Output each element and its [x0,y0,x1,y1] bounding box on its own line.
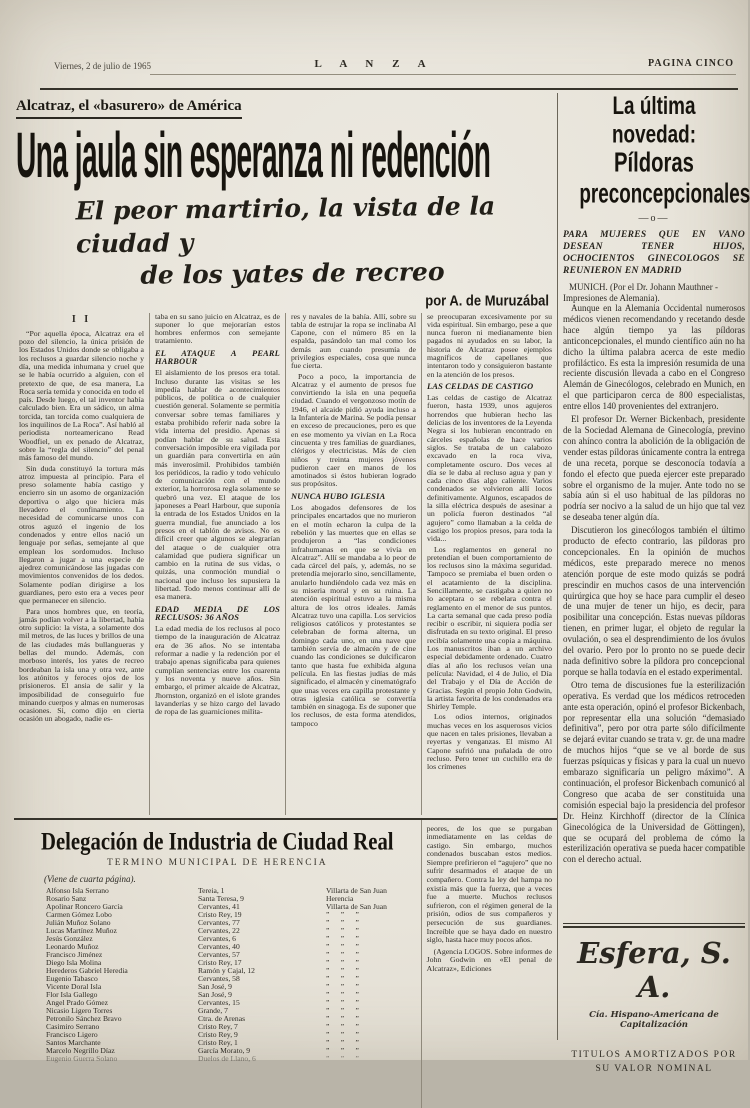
body-paragraph: Poco a poco, la importancia de Alcatraz y el aumento de presos fue convirtiendo la isla en una pequeña ciudad. Cuando el vergonzoso motín de 1946, el alcaide pidió ayuda incluso a la Infantería de Marina. Se podía pensar en exceso de precauciones, pero es que en ese momento ya vivían en La Roca cincuenta y tres familias de guardianes, clérigos y electricistas. Más de cien niños y treinta mujeres jóvenes pudieron caer en manos de los amotinados si éstos hubieran logrado sus propósitos. [291,371,416,489]
body-paragraph: Sin duda constituyó la tortura más atroz impuesta al principio. Para el preso solamente había castigo y encierro sin un asomo de organización deportiva o algo que hiciera más llevadero el confinamiento. La necesidad de comunicarse unos con otros aguzó el ingenio de los condenados y entre ellos nació un lenguaje por señas, semejante al que emplean los sordomudos. Incluso llegaron a jugar a una especie de ajedrez comunicándose las jugadas con movimientos convenidos de los dedos. Solamente podían dirigirse a los guardianes, pero esto era a veces peor que permanecer en silencio. [19,463,144,606]
person-town: Herencia [326,893,354,903]
delegation-row [46,975,421,983]
article-column-4 [421,313,557,815]
person-name: Jesús González [46,933,93,943]
person-town: ” ” ” [326,1053,359,1063]
person-town: ” ” ” [326,909,359,919]
body-paragraph: Para unos hombres que, en teoría, jamás podían volver a la libertad, había otro suplicio: la vista, a solamente dos mil metros, de las luces y brillos de una de las ciudades más bullangueras y bellas del mundo. Además, con morboso interés, los yates de recreo bordeaban la isla una y otra vez, ante los atónitos y feroces ojos de los prisioneros. El ansia de salir y la imposibilidad de conseguirlo fue minando cuerpos y almas en numerosas ocasiones. Si, como dijo en cierta ocasión un abogado, nadie es- [19,606,144,724]
person-name: Santos Marchante [46,1037,101,1047]
column-subhead: EL ATAQUE A PEARL HARBOUR [155,348,280,366]
person-address: Cristo Rey, 17 [198,957,242,967]
person-address: Santa Teresa, 9 [198,893,244,903]
person-town: ” ” ” [326,989,359,999]
person-name: Diego Isla Molina [46,957,102,967]
person-address: Duelos de Llano, 6 [198,1053,256,1063]
masthead-title: L A N Z A [314,58,434,70]
sidebar-headline-line-2: Píldoras [614,146,694,178]
person-name: Casimiro Serrano [46,1021,100,1031]
column-subhead: LAS CELDAS DE CASTIGO [427,381,534,391]
person-name: Marcelo Negrillo Díaz [46,1045,115,1055]
body-paragraph: Los abogados defensores de los principales encartados que no murieron en el motín echaron la culpa de la rebelión y las muertes que en ellas se produjeron a “las condiciones infrahumanas en que se vivía en Alcatraz”. Allí se mandaba a lo peor de cada cárcel del país, y, además, no se pretendía mejorarlo sino, sencillamente, anularlo hundiéndolo cada vez más en su miseria moral y en su ruina. La atención espiritual estuvo a la misma altura de los otros ideales. Jamás Alcatraz tuvo una capilla. Los servicios religiosos católicos y protestantes se celebraban de forma alterna, un domingo cada uno, en una nave que también servía de almacén y de cine cuando las condiciones se dulcificaron tanto que hasta fue exhibida alguna película. En las fiestas judías de más significado, el almacén y cinematógrafo que unas veces era capilla protestante y otras iglesia católica se convertía también en sinagoga. Es de suponer que los reclusos, de esta forma atendidos, tampoco [291,503,416,728]
sidebar-lead: PARA MUJERES QUE EN VANO DESEAN TENER HIJOS, OCHOCIENTOS GINECOLOGOS SE REUNIERON EN MADRID [563,230,745,276]
person-town: ” ” ” [326,1021,359,1031]
person-name: Alfonso Isla Serrano [46,885,109,895]
body-paragraph: Los reglamentos en general no pretendían el buen comportamiento de los reclusos sino la máxima seguridad. Tampoco se premiaba el buen orden o el acatamiento de la disciplina. Sencillamente, se castigaba a quien no lo aceptara o se rebelara contra el reglamento en el menor de sus puntos. La carta semanal que cada preso podía recibir o escribir, ni siquiera podía ser disfrutada en su texto original. El preso recibía solamente una copia a máquina. Los manuscritos iban a un archivo especial debidamente ordenado. Cuatro días al año los reclusos veían una película: Navidad, el 4 de Julio, el Día del Trabajo y el Día de Acción de Gracias. Según el propio John Godwin, la artista favorita de los condenados era Shirley Temple. [427,544,552,712]
person-address: Cristo Rey, 1 [198,1037,238,1047]
person-town: ” ” ” [326,965,359,975]
headline-wrap [14,119,557,193]
article-headline: Una jaula sin esperanza ni redención [16,120,491,191]
person-town: Villarta de San Juan [326,901,387,911]
person-address: García Morato, 9 [198,1045,251,1055]
person-address: San José, 9 [198,981,232,991]
agency-credit: (Agencia LOGOS. Sobre informes de John Godwin en «El penal de Alcatraz», Ediciones [426,946,552,973]
body-paragraph: “Por aquella época, Alcatraz era el pozo del silencio, la única prisión de los Estados Unidos donde se obligaba a los reclusos a guardar silencio noche y día, una medida inhumana y cruel que se le había ocurrido a alguien, con el pretexto de que, de esa manera, La Roca sería temida y conocida en todo el país. Desde luego, el tal inventor había calculado bien. Era un sádico, un alma torcida, tan torcida como cualquiera de los inquilinos de La Roca”. Así habló al periodista norteamericano Read Woodfiel, un ex penado de Alcatraz, sobre la “regla del silencio” del penal más famoso del mundo. [19,328,144,463]
subhead-line-2: de los yates de recreo [140,257,445,290]
article-kicker: Alcatraz, el «basurero» de América [16,98,242,119]
delegation-notice [14,820,421,1108]
sidebar-body [563,303,745,865]
person-address: San José, 9 [198,989,232,999]
body-paragraph: res y navales de la bahía. Allí, sobre su tabla de estrujar la ropa se inclinaba Al Capone, con el número 85 en la espalda, pasándolo tan mal como los demás aun cuando presumía de privilegios especiales, cosa que nunca fue cierta. [291,311,416,371]
person-town: ” ” ” [326,1045,359,1055]
delegation-continuation-note: (Viene de cuarta página). [44,873,136,884]
person-address: Tereia, 1 [198,885,225,895]
person-name: Julián Muñoz Solano [46,917,111,927]
person-town: ” ” ” [326,949,359,959]
body-paragraph: Los odios internos, originados muchas veces en los asquerosos vicios que nacen en tales prisiones, llevaban a reyertas y venganzas. El mismo Al Capone sufrió una puñalada de otro recluso. Pero tener un cuchillo era de los crímenes [427,712,552,772]
person-address: Cervantes, 22 [198,925,240,935]
person-address: Grande, 7 [198,1005,228,1015]
column-subhead: EDAD MEDIA DE LOS RECLUSOS: 36 AÑOS [155,604,280,622]
person-town: ” ” ” [326,997,359,1007]
person-town: ” ” ” [326,1037,359,1047]
person-name: Carmen Gómez Lobo [46,909,112,919]
person-town: Villarta de San Juan [326,885,387,895]
ad-inner [563,926,745,1076]
person-town: ” ” ” [326,1029,359,1039]
person-address: Cristo Rey, 9 [198,1029,238,1039]
person-town: ” ” ” [326,1013,359,1023]
sidebar-headline [563,92,750,209]
person-name: Eugenio Guerra Solano [46,1053,118,1063]
article-columns [14,313,557,815]
person-address: Cervantes, 15 [198,997,240,1007]
page-number-label: PAGINA CINCO [648,58,734,69]
delegation-list [46,887,421,1063]
article-column-1 [14,313,149,815]
body-paragraph: Aunque en la Alemania Occidental numerosos médicos vienen recomendando y recetando desde hace algún tiempo ya las píldoras anticoncepcionales, el mundo científico aún no ha dicho la última palabra acerca de este medio profiláctico. Es esta la impresión resumida de una reciente discusión llevada a cabo en el Congreso Alemán de Ginecólogos, celebrado en Munich, en el que participaron cerca de 800 especialistas, entre ellos 140 provenientes del extranjero. [563,303,745,412]
article-subhead [13,190,557,294]
person-address: Ramón y Cajal, 12 [198,965,255,975]
sidebar-article [563,92,750,1074]
person-name: Petronilo Sánchez Bravo [46,1013,122,1023]
person-name: Nicasio Ligero Torres [46,1005,113,1015]
person-name: Apolinar Roncero García [46,901,123,911]
body-paragraph: Otro tema de discusiones fue la esterilización operativa. Es verdad que los médicos retroceden ante esta operación, opinó el profesor Bickenbach, por representar ella una solución “demasiado definitiva”, pero por otra parte sólo difícilmente se dejará evitar cuando se trata v. gr. de una madre de muchos hijos “que se ve al borde de sus fuerzas psíquicas y físicas y para la cual un nuevo embarazo significaría un peligro máximo”. A continuación, el profesor Bickenbach comunicó al Congreso que acaba de ser constituida una comisión especial bajo la presidencia del profesor Dr. Heinz Kirchhoff (director de la Clínica Ginecológica de la Universidad de Göttingen), que se ocupará del problema de cómo la esterilización operativa se pueda hacer compatible con el derecho actual. [563,679,745,865]
bottom-row [14,820,557,1108]
sidebar-divider-rule [557,93,558,1040]
main-article [14,96,557,1108]
person-name: Rosario Sanz [46,893,87,903]
person-name: Francisco Ligero [46,1029,98,1039]
article-kicker-row [14,96,557,119]
article-byline: por A. de Muruzábal [425,291,549,309]
person-town: ” ” ” [326,973,359,983]
person-name: Vicente Doral Isla [46,981,102,991]
person-address: Cervantes, 57 [198,949,240,959]
ad-note [563,1048,745,1076]
issue-date: Viernes, 2 de julio de 1965 [54,61,151,71]
person-town: ” ” ” [326,933,359,943]
body-paragraph: taba en su sano juicio en Alcatraz, es de suponer lo que mejorarían estos hombres enfermos con semejante tratamiento. [155,311,280,346]
person-town: ” ” ” [326,957,359,967]
column-subhead: NUNCA HUBO IGLESIA [291,491,386,501]
person-name: Flor Isla Gallego [46,989,98,999]
body-paragraph: se preocuparan excesivamente por su vida espiritual. Sin embargo, pese a que nunca fueron ni medianamente bien pagados ni ayudados en su labor, la historia de Alcatraz posee ejemplos magníficos de capellanes que intentaron todo y consiguieron bastante en la atención de los presos. [427,311,552,379]
headline-ornament: —o— [638,213,670,224]
person-name: Angel Prado Gómez [46,997,108,1007]
body-paragraph: Discutieron los ginecólogos también el último producto de efecto contrario, las píldoras pro concepcionales. En la opinión de muchos médicos, este preparado merece no menos atención porque de este modo quizás se podrá prescindir en muchos casos de una intervención quirúrgica que hoy se hace para cumplir el deseo de una mujer de tener un hijo, es decir, para posibilitar una concepción. Estas nuevas píldoras tienen, en primer lugar, el objeto de regular la ovulación, o sea el desprendimiento de los óvulos del ovario. Pero por lo pronto no se puede decir nada definitivo sobre la píldora pro concepcional porque se halla todavía en el estado experimental. [563,525,745,677]
sidebar-headline-line-3: preconcepcionales [579,177,750,209]
delegation-subtitle: TERMINO MUNICIPAL DE HERENCIA [106,857,328,868]
body-paragraph: Las celdas de castigo de Alcatraz fueron, hasta 1939, unos agujeros horrendos que hubieran hecho las delicias de los inventores de la Leyenda Negra si los hubieran encontrado en cárceles españolas de hace varios siglos. Se trataba de un calabozo excavado en la roca viva, completamente oscuro. Dos veces al día se le daba al recluso agua y pan y cada cinco días algo caliente. Varios condenados se volvieron allí locos definitivamente. Algunos, escapados de la silla eléctrica después de asesinar a un policía fueron destinados “al agujero” como llamaban a la celda de castigo los propios presos, para toda la vida... [427,393,552,544]
delegation-row [46,1055,421,1063]
body-paragraph: El aislamiento de los presos era total. Incluso durante las visitas se les impedía hablar de acontecimientos públicos, de política o de cualquier cuestión general. Solamente se permitía conversar sobre temas familiares y estaba prohibido referir nada sobre la vida interna del presidio. Apenas si podían hablar de su salud. Esta conversación imposible era vigilada por un guardián para convertirla en aún más inverosímil. Prohibidos también los periódicos, la radio y todo vehículo de comunicación con el mundo exterior, la horrorosa regla solamente se quebró una vez. El ataque de los japoneses a Pearl Harbour, que suponía la entrada de los Estados Unidos en la guerra mundial, fue anunciado a los presos en el tablón de avisos. No es difícil creer que algunos se alegrarían del ataque o de cualquier otra calamidad que pudiera significar un cambio en la rutina de sus vidas, o quizás, una conmoción mundial o nacional que incluso les supusiera la libertad. Todo menos continuar allí de esa manera. [155,368,280,602]
subhead-line-1: El peor martirio, la vista de la ciudad y [75,191,496,259]
person-address: Cervantes, 77 [198,917,240,927]
article-column-2 [149,313,285,815]
person-town: ” ” ” [326,925,359,935]
ad-tagline: Cía. Hispano-Americana de Capitalización [589,1010,719,1030]
person-town: ” ” ” [326,941,359,951]
body-paragraph: El profesor Dr. Werner Bickenbach, presidente de la Sociedad Alemana de Ginecología, previno con ahínco contra la abolición de la obligación de vender estas píldoras únicamente contra la entrega de una receta, porque se desconocía todavía a fondo el efecto que pueda ejercer este preparado sobre el organismo de la mujer. Ante todo no se sabía aún si el uso habitual de las píldoras no podría ser nocivo a la salud de un hijo que tal vez se deseaba tener algún día. [563,414,745,523]
delegation-title: Delegación de Industria de Ciudad Real [41,827,394,855]
sidebar-dateline: MUNICH. (Por el Dr. Johann Mauthner - Impresiones de Alemania). [563,282,718,303]
person-address: Cristo Rey, 19 [198,909,242,919]
delegation-row [46,983,421,991]
header-rule-thick [40,88,738,90]
person-address: Cervantes, 6 [198,933,236,943]
body-paragraph: peores, de los que se purgaban inmediatamente en las celdas de castigo. Sin embargo, muchos condenados buscaban estos medios. Siempre prefirieron el “agujero” que no sufrir desarmados el ataque de un compañero. Contra la ley del hampa no existía más que la fuerza, que a veces fue a muerte. Muchos reclusos sufrieron, con el régimen general de la prisión, odios de sus compañeros y persecución de sus guardianes. Increíble que se haya dado en nuestro siglo, hasta hace muy pocos años. [426,823,552,945]
person-name: Francisco Jiménez [46,949,103,959]
esfera-advertisement [563,923,745,1076]
person-address: Ctra. de Arenas [198,1013,246,1023]
ad-note-line-2: SU VALOR NOMINAL [595,1064,713,1074]
sidebar-headline-line-1: La última novedad: [611,92,697,149]
person-address: Cristo Rey, 7 [198,1021,238,1031]
person-address: Cervantes, 41 [198,901,240,911]
ad-note-line-1: TITULOS AMORTIZADOS POR [571,1050,737,1060]
header-rule-thin [150,74,736,75]
article-column-3 [285,313,421,815]
person-name: Lucas Martínez Muñoz [46,925,117,935]
person-town: ” ” ” [326,981,359,991]
person-address: Cervantes, 58 [198,973,240,983]
article-column-4-continued [421,820,557,1108]
part-marker: I I [71,313,92,325]
person-town: ” ” ” [326,917,359,927]
person-address: Cervantes, 40 [198,941,240,951]
person-name: Herederos Gabriel Heredia [46,965,128,975]
person-name: Leonardo Muñoz [46,941,99,951]
body-paragraph: La edad media de los reclusos al poco tiempo de la inauguración de Alcatraz era de 36 años. No se intentaba reformar a nadie y la redención por el trabajo apenas significaba para quienes cumplían sentencias entre los cuarenta y los noventa y nueve años. Sin embargo, el primer alcaide de Alcatraz, Jhornston, organizó en el islote grandes lavanderías y se hizo cargo del lavado de ropa de las guarniciones milita- [155,624,280,717]
person-town: ” ” ” [326,1005,359,1015]
ad-company-name: Esfera, S. A. [577,936,731,1004]
person-name: Eugenio Tabasco [46,973,98,983]
